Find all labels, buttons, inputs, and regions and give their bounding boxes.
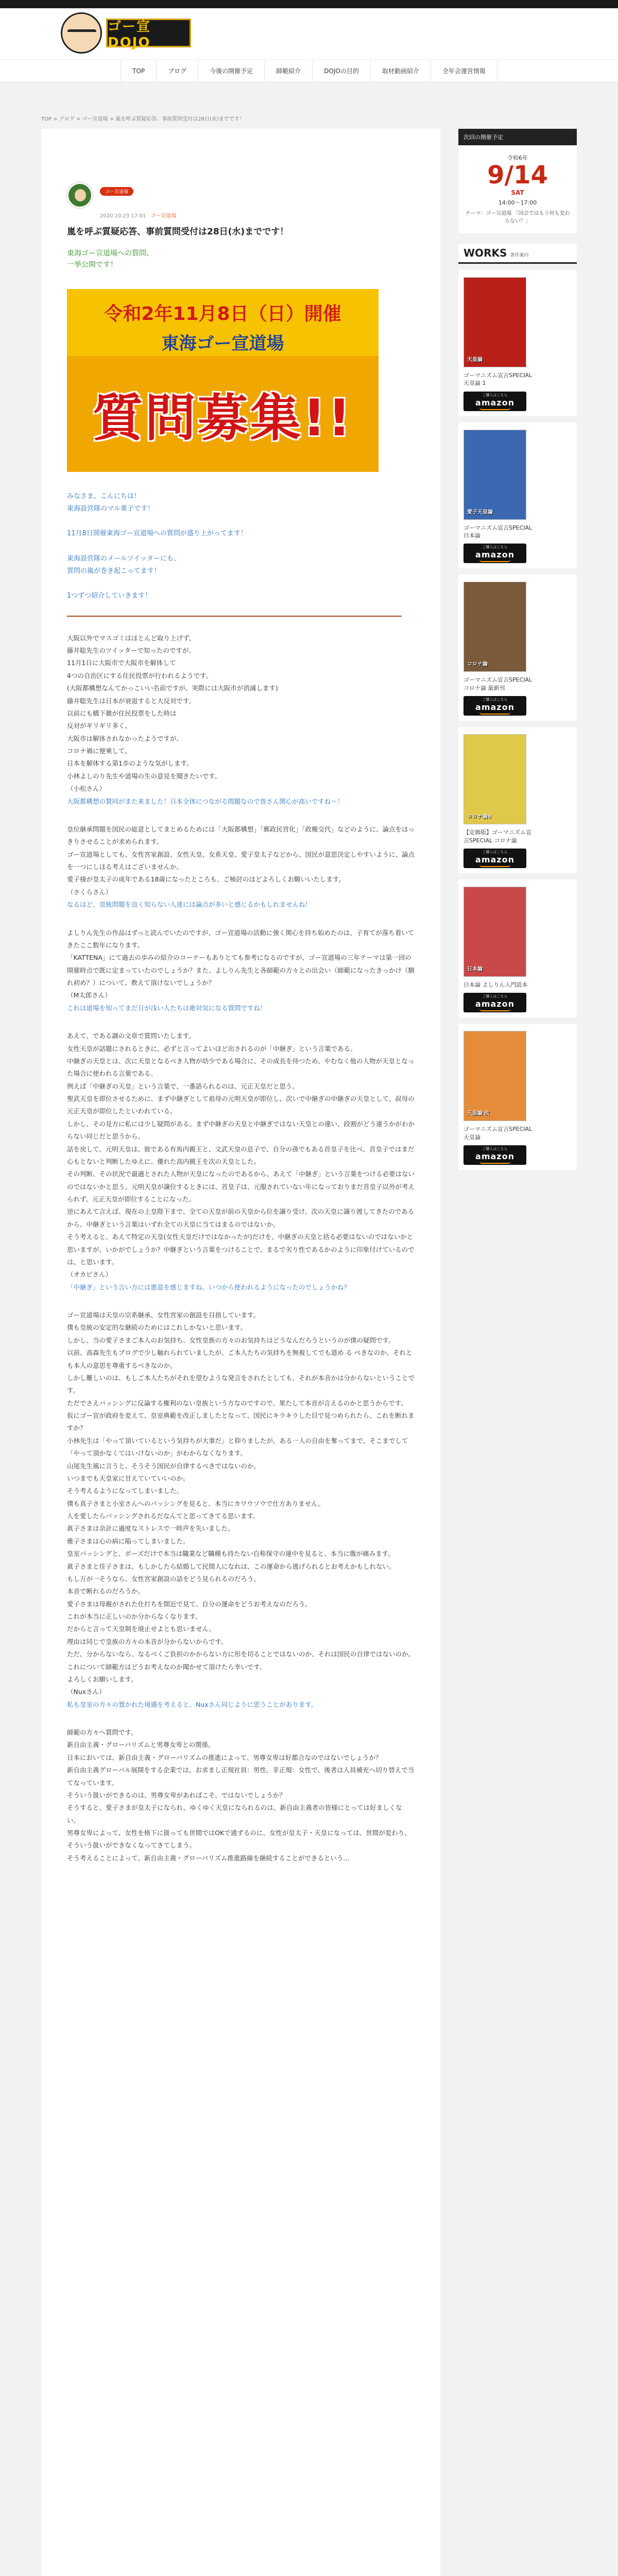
amazon-logo-icon: amazon [475,999,514,1011]
work-card [458,879,577,1018]
sidebar [458,129,577,1170]
question-3 [67,927,415,1002]
text-line: （小松さん） [67,785,106,793]
text-line: 仮にゴー宣が政府を変えて、皇室典範を改正しましたとなって、国民にキラキラした目で見つめられたら、これを断れますか？ [67,1412,415,1432]
text-line: しかし、その見方に私には少し疑問がある。まず中継ぎの天皇と中継ぎではない天皇との違い、段割がどう違うかがわからない同じだと思うから。 [67,1120,415,1141]
article [41,129,440,2576]
amazon-logo-icon: amazon [475,702,514,715]
book-cover[interactable] [464,582,526,672]
text-line: 「KATTENA」にて過去の歩みの紹介のコーナーもありとても参考になるのですが、ゴー宣道場の三年テーマは第一回の開催時点で既に定まっていたのでしょうか？また、よしりん先生と各師範の方々との出会い（師範になったきっかけ（馴れ初め？）について、教えて頂けないでしょうか？ [67,954,415,987]
text-line: 新自由主義グローバル展開をする企業では、お求まし正規社員：男性、非正規：女性で、後者は人員補充へ切り替えで当てなっています。 [67,1766,415,1787]
text-line: 皇室バッシングと、ボーズだけで本当は職業など職種も持たない自称保守の連中を見ると、本当に腹が痛みます。 [67,1550,394,1558]
text-line: 東海設営隊のマル菓子です！ [67,505,154,513]
mascot-face-icon [61,12,102,54]
text-line: 愛子さまは母親がされた仕打ちを間近で見て、自分の運命をどうお考えなのだろう。 [67,1600,312,1608]
text-line [67,578,415,590]
comment-text: これは道場を知ってまだ日が浅い人たちは絶対気になる質問ですね！ [67,1004,267,1012]
work-card [458,422,577,569]
text-line: よしりん先生の作品はずっと読んでいたのですが、ゴー宣道場の活動に強く関心を持ち始めたのは、子育てが落ち着いてきたここ数年になります。 [67,928,415,949]
amazon-caption: ご購入はこちら [482,393,508,397]
text-line: そう考えると、あえて特定の天皇(女性天皇だけではなかったが)だけを、中継ぎの天皇と括る必要はないのではないかと思いますが、いかがでしょうか？中継ぎという言葉をつけることで、まるで劣り性であるかのように印象付けているのでは、と思います。 [67,1233,415,1266]
text-line: 雅子さまは心の病に陥ってしまいました。 [67,1537,190,1545]
nav-item-instructors[interactable]: 師範紹介 [264,60,312,82]
question-3-comment [67,1002,415,1014]
text-line: これについて師範方はどうお考えなのか聞かせて頂けたら幸いです。 [67,1663,266,1671]
text-line: 質問の嵐が巻き起こってます！ [67,567,161,575]
text-line [67,540,415,553]
text-line: 小林よしのり先生や道場の生の意見を聞きたいです。 [67,772,221,780]
amazon-caption: ご購入はこちら [482,850,508,854]
text-line: 話を戻して、元明天皇は、彼である有馬内親王と、文武天皇の息子で、自分の孫でもある首皇子を比べ、首皇子ではまだ心もとないと判断したゆえに、優れた高内親王を次の天皇とした。 [67,1145,415,1165]
text-line: 皇位継承問題を国民の総意としてまとめるためには「大阪都構想」「郵政民営化」「政権交代」などのように、論点をはっきりさせることが求められます。 [67,825,415,846]
book-cover[interactable] [464,277,526,367]
event-day: SAT [511,189,524,196]
amazon-buy-button[interactable] [464,696,526,716]
post-category-link[interactable]: ゴー宣道場 [150,213,177,219]
question-1-comment [67,795,415,808]
text-line: これが本当に正しいのか分からなくなります。 [67,1613,202,1621]
work-title[interactable]: ゴーマニズム宣言SPECIAL コロナ論 最新刊 [464,676,533,691]
text-line: 東海設営隊のメールソイッターにも、 [67,554,180,563]
text-line: 男尊女卑によって、女性を格下に扱っても世間ではOKで通ずるのに、女性が皇太子・天皇になっては、世間が変わり、そういう扱いができなくなってきてしまう。 [67,1829,411,1850]
text-line: 以前にも橋下徹が住民投票をした時は [67,709,177,717]
amazon-caption: ご購入はこちら [482,994,508,999]
book-cover-label: コロナ論4 [467,814,491,820]
text-line: 11月8日開催東海ゴー宣道場への質問が盛り上がってます！ [67,530,247,538]
breadcrumb[interactable]: TOP > ブログ > ゴー宣道場 > 嵐を呼ぶ質疑応答、事前質問受付は28日(水)までです！ [41,116,245,122]
category-tag[interactable]: ゴー宣道場 [100,187,133,196]
text-line: しかし難しいのは、もしご本人たちがそれを望むような発言をされたとしても、それが本音かは分からないということです。 [67,1374,415,1395]
work-card [458,727,577,873]
event-banner [67,289,379,472]
text-line: いつまでも天皇家に甘えていていいのか。 [67,1474,190,1482]
amazon-logo-icon: amazon [475,1151,514,1164]
comment-text: 「中継ぎ」という言い方には悪意を感じますね。いつから使われるようになったのでしょうかね？ [67,1283,351,1291]
work-card [458,270,577,416]
nav-item-operations[interactable]: 全年会運営情報 [431,60,497,82]
text-line: 愛子様が皇太子の成年である18歳になったところも、ご検討のほどよろしくお願いいたします。 [67,875,345,884]
amazon-logo-icon: amazon [475,855,514,867]
work-card [458,574,577,721]
text-line: ゴー宣道場としても、女性宮家創設、女性天皇、女系天皇、愛子皇太子などから、国民が意思決定しやすいように、論点を一つにしほる考えはございませんか。 [67,850,415,871]
nav-item-videos[interactable]: 取材動画紹介 [370,60,431,82]
event-date: 9/14 [487,161,548,190]
amazon-caption: ご購入はこちら [482,698,508,702]
text-line: （M太郎さん） [67,991,111,999]
book-cover-label: 天皇論 改 [467,1111,490,1117]
text-line: 山尾先生風に言うと、そうそう国民が自律するべきではないのか。 [67,1462,261,1470]
site-logo[interactable] [61,12,191,54]
text-line: （Nuxさん） [67,1688,106,1696]
work-title[interactable]: ゴーマニズム宣言SPECIAL 日本論 [464,524,533,539]
question-4-comment [67,1281,415,1294]
text-line: 女性天皇が話題にされるときに、必ずと言ってよいほど出されるのが「中継ぎ」という言葉である。 [67,1044,357,1053]
text-line: 11月1日に大阪市で大阪市を解体して [67,659,176,667]
book-cover[interactable] [464,1031,526,1121]
works-heading [458,244,577,264]
text-line: 師範の方々へ質問です。 [67,1728,138,1737]
text-line: あえて、である調の文章で質問いたします。 [67,1032,195,1040]
intro-block [67,490,415,602]
text-line: よろしくお願いします。 [67,1675,138,1683]
works-subtitle: 著作案内 [510,252,529,258]
question-5 [67,1309,415,1699]
amazon-buy-button[interactable] [464,1145,526,1165]
lead-line: 一挙公開です！ [67,260,117,269]
text-line: しかし、当の愛子さまご本人のお気持ち、女性皇族の方々のお気持ちはどうなんだろうというのが僕の疑問です。 [67,1336,395,1344]
amazon-caption: ご購入はこちら [482,545,508,550]
lead-line: 東海ゴー宣道場への質問、 [67,249,153,258]
text-line: 小林先生は「やって頂いているという気持ちが大事だ」と仰りましたが、ある一人の自由を奪ってまで、そこまでして「やって頂かなくてはいけないのか」がわからなくなります。 [67,1436,408,1458]
text-line: そうすると、愛子さまが皇太子になられ、ゆくゆく天皇になられるのは、新自由主義者の皆様にとっては好ましくない。 [67,1804,402,1824]
author-avatar [67,182,93,208]
book-cover[interactable] [464,430,526,520]
nav-item-top[interactable]: TOP [121,60,156,82]
works-title: WORKS [464,246,507,259]
text-line: （さくらさん） [67,888,112,896]
question-2 [67,823,415,899]
text-line: そういう扱いができるのは、男尊女卑があればこそ、ではないでしょうか？ [67,1791,286,1799]
text-line: 例えば「中継ぎの天皇」という言葉で、一番語られるのは、元正天皇だと思う。 [67,1082,299,1090]
logo-text: ゴー宣DOJO [106,19,191,47]
text-line: 大阪市は解体されなかったようですが、 [67,734,183,742]
event-time: 14:00〜17:00 [498,199,537,206]
event-era: 令和6年 [507,155,528,161]
works-list [458,270,577,1170]
amazon-buy-button[interactable] [464,544,526,563]
amazon-caption: ご購入はこちら [482,1147,508,1151]
book-cover[interactable] [464,887,526,977]
text-line: 藤井聡先生は日本が衰退すると大反対です。 [67,697,196,705]
post-date: 2020.10.23 17:01 [100,213,146,219]
amazon-buy-button[interactable] [464,993,526,1012]
text-line: 僕も真子さまと小室さんへのバッシングを見ると、本当にカワウソウで仕方ありません。 [67,1499,324,1507]
text-line: 聖武天皇を即位させるために、まず中継ぎとして祖母の元明天皇が即位し、次いで中継ぎの中継ぎの天皇として、叔母の元正天皇が即位したといわれている。 [67,1095,415,1115]
work-title[interactable]: ゴーマニズム宣言SPECIAL 天皇論 [464,1126,533,1141]
work-title[interactable]: ゴーマニズム宣言SPECIAL 天皇論 1 [464,371,533,387]
text-line: ゴー宣道場は天皇の宗系継承、女性宮家の創設を目指しています。 [67,1311,260,1319]
work-title[interactable]: 【定価版】ゴーマニズム宣言SPECIAL コロナ論 [464,829,531,844]
comment-text: 私も皇室の方々の置かれた境遇を考えると、Nuxさん同じように思うことがあります。 [67,1700,318,1708]
amazon-buy-button[interactable] [464,849,526,868]
question-2-comment [67,899,415,911]
post-title: 嵐を呼ぶ質疑応答、事前質問受付は28日(水)までです！ [67,227,289,237]
nav-item-schedule[interactable]: 今後の開催予定 [198,60,264,82]
amazon-logo-icon: amazon [475,550,514,562]
book-cover-label: 愛子天皇論 [467,509,493,515]
book-cover-label: コロナ論 [467,662,488,668]
text-line: 4つの自治区にする住民投票が行われるようです。 [67,671,212,680]
text-line: だからと言って天皇制を廃止せよとも思いません。 [67,1625,216,1633]
comment-text: なるほど、皇統問題を良く知らない人達には論点が多いと感じるかもしれませんね！ [67,901,312,909]
text-line: みなさま、こんにちは！ [67,493,141,501]
text-line: 逆にあえて言えば、現在の上皇陛下まで、全ての天皇が前の天皇から位を譲り受け、次の天皇に譲り渡してきたのであるから、中継ぎという言葉はいずれ全ての天皇に当てはまるのではないか。 [67,1208,415,1228]
work-card [458,1024,577,1170]
text-line: コロナ禍に便乗して、 [67,747,131,755]
nav-item-blog[interactable]: ブログ [156,60,198,82]
text-line: 眞子さまと佳子さまは、もしかしたら結婚して民間人になれは、この運命から逃げられるとお考えかもしれない。 [67,1562,396,1570]
text-line [67,515,415,528]
text-line: 藤井聡先生のツイッターで知ったのですが、 [67,647,195,655]
comment-text: 大阪都構想の賛同がまた来ました！日本全体につながる問題なので皆さん関心が高いですね〜！ [67,797,344,805]
text-line: （オカピさん） [67,1270,112,1279]
text-line: 日本においては、新自由主義・グローバリズムの推進によって、男尊女卑は好都合なのではないでしょうか？ [67,1753,382,1761]
event-desc: テーマ：ゴー宣道場 「国会ではもう何も変わらない？」 [465,210,570,224]
text-line: もし万が一そうなら、女性宮家創設の話をどう見られるのだろう。 [67,1574,261,1583]
site-header [0,8,618,60]
text-line: 人を愛したらバッシングされるだなんてと思ってきてる思います。 [67,1512,260,1520]
question-5-comment [67,1699,415,1711]
question-6 [67,1726,415,1865]
text-line: そう考えるようになってしまいました。 [67,1487,183,1495]
banner-headline: 質問募集!! [92,389,353,448]
post-lead [67,248,415,270]
text-line: 本音で断れるのだろうか。 [67,1587,145,1596]
divider [67,616,402,617]
question-4 [67,1030,415,1281]
text-line: 中継ぎの天皇とは、次に天皇となるべき人物が幼少である場合に、その成長を待つため、やむなく他の人物が天皇となった場合に使われる言葉である。 [67,1057,415,1078]
text-line: 新自由主義・グローバリズムと男尊女卑との関係。 [67,1741,215,1749]
text-line: 1つずつ紹介していきます！ [67,591,152,600]
book-cover[interactable] [464,734,526,824]
text-line: 眞子さまは余計に過度なストレスで一時声を失いました。 [67,1524,234,1533]
work-title[interactable]: 日本論 よしりん入門読本 [464,981,528,988]
text-line: その判断、その状況で最適とされた人物が天皇になったのであるから、あえて「中継ぎ」という言葉をつける必要はないのではないかと思う。元明天皇が譲位するときには、首皇子は、元服されていない年になっておりまだ首皇子以外が考えられず、元正天皇が即位することになった。 [67,1170,415,1204]
text-line: そう考えることによって、新自由主義・グローバリズム推進路線を継続することができるという... [67,1854,350,1862]
main-nav [0,60,618,82]
book-cover-label: 天皇論 [467,357,483,363]
text-line: 僕も皇統の安定的な継続のためにはこれしかないと思います。 [67,1324,247,1332]
text-line: ただ、分からないなら、なるべくご負担のかからない方に形を切ることではないのか、それは国民の自律ではないのか。 [67,1650,415,1658]
amazon-buy-button[interactable] [464,392,526,411]
banner-date: 令和2年11月8日（日）開催 [104,303,341,325]
text-line: 日本を解体する第1歩のような気がします。 [67,759,193,768]
next-event-title: 次回の開催予定 [458,129,577,145]
text-line: ただでさえバッシングに反論する権利のない皇族という方なのですので、果たして本音が言えるのかと思うからです。 [67,1399,407,1407]
amazon-logo-icon: amazon [475,398,514,410]
article-meta [67,182,415,219]
text-line: 反対がギリギリ多く、 [67,722,131,730]
book-cover-label: 日本論 [467,966,483,972]
top-strip [0,0,618,8]
nav-item-purpose[interactable]: DOJOの目的 [312,60,370,82]
text-line: 以前、高森先生もブログで少し触れられていましたが、ご本人たちの気持ちを無視してでも道め る べきなのか、それとも本人の意思を尊重するべきなのか。 [67,1349,413,1369]
question-1 [67,632,415,795]
text-line: 大阪以外でマスゴミはほとんど取り上げず、 [67,634,196,642]
text-line: (大阪都構想なんてかっこいい名前ですが、実際には大阪市が消滅します) [67,684,278,692]
next-event-box[interactable] [458,129,577,233]
text-line: 理由は同じで皇族の方々の本音が分からないからです。 [67,1637,228,1646]
banner-event: 東海ゴー宣道場 [161,333,284,354]
